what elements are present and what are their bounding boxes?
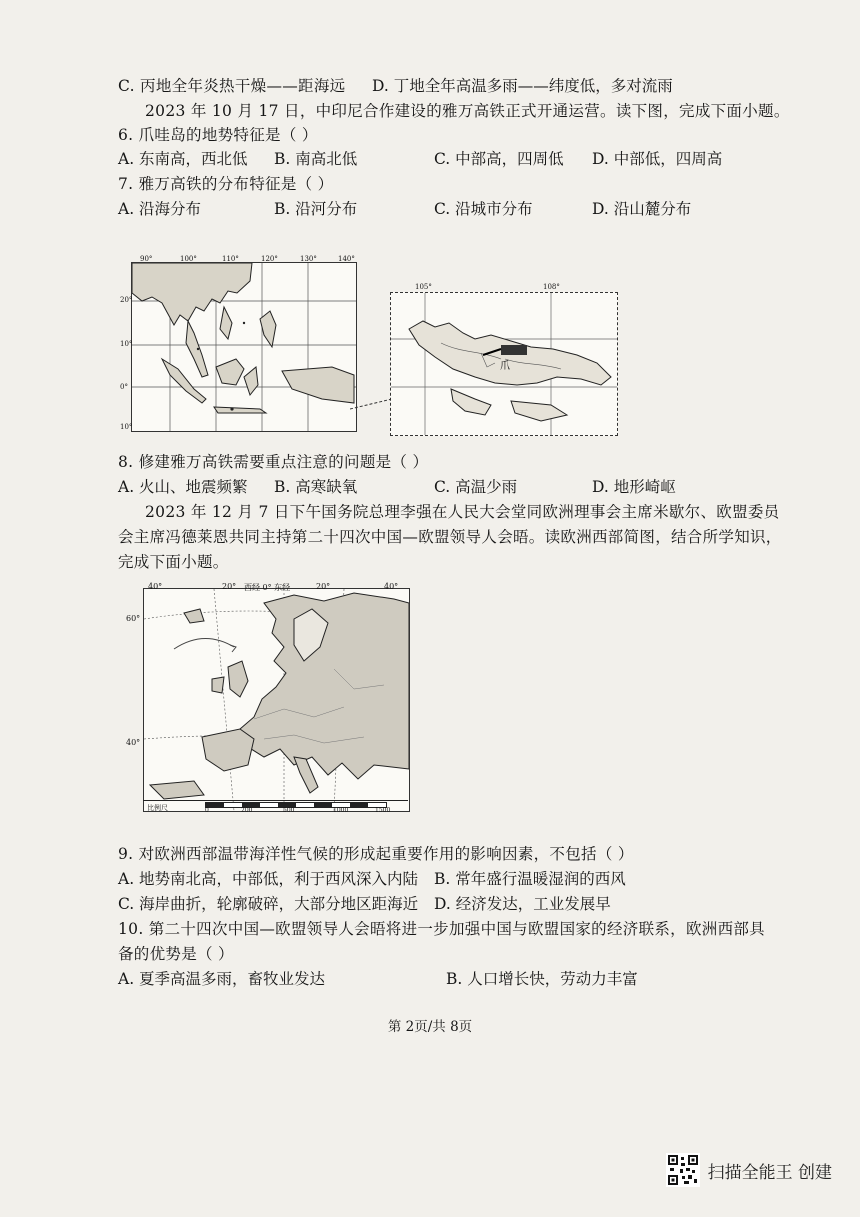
scanner-watermark <box>666 1153 832 1187</box>
q6-option-a: A. 东南高，西北低 <box>118 150 248 168</box>
question-7: 7. 雅万高铁的分布特征是（ ） <box>118 175 334 193</box>
q9-option-b: B. 常年盛行温暖湿润的西风 <box>434 870 626 888</box>
option-line-c: C. 丙地全年炎热干燥——距海远 <box>118 77 346 95</box>
map3-lat-label: 40° <box>126 738 141 747</box>
q7-option-a: A. 沿海分布 <box>118 200 202 218</box>
q8-option-b: B. 高寒缺氧 <box>274 478 358 496</box>
intro-text-2-end: 完成下面小题。 <box>118 553 229 571</box>
map1-lon-label: 120° <box>261 255 278 263</box>
q6-option-b: B. 南高北低 <box>274 150 358 168</box>
map1-lon-label: 140° <box>338 255 355 263</box>
western-europe-map <box>143 588 410 812</box>
q9-option-d: D. 经济发达，工业发展早 <box>434 895 611 913</box>
scale-tick: 500 <box>283 807 295 814</box>
scale-label: 比例尺 <box>147 804 168 812</box>
map1-lat-label: 10° <box>120 340 133 348</box>
scale-tick: 0 <box>205 807 209 814</box>
question-10-cont: 备的优势是（ ） <box>118 945 234 963</box>
q10-option-b: B. 人口增长快，劳动力丰富 <box>446 970 638 988</box>
map3-lon-label: 40° <box>384 582 399 591</box>
qr-code-icon <box>666 1153 700 1187</box>
q7-option-d: D. 沿山麓分布 <box>592 200 692 218</box>
southeast-asia-map <box>131 262 357 432</box>
q7-option-c: C. 沿城市分布 <box>434 200 533 218</box>
map1-lon-label: 100° <box>180 255 197 263</box>
intro-text-2: 2023 年 12 月 7 日下午国务院总理李强在人民大会堂同欧洲理事会主席米歇尔、欧盟委员 <box>145 503 780 521</box>
map3-lon-label: 20° <box>316 582 331 591</box>
question-9: 9. 对欧洲西部温带海洋性气候的形成起重要作用的影响因素，不包括（ ） <box>118 845 634 863</box>
q6-option-d: D. 中部低，四周高 <box>592 150 723 168</box>
map2-lon-label: 105° <box>415 283 432 291</box>
map1-lon-label: 110° <box>222 255 239 263</box>
intro-text-2-cont: 会主席冯德莱恩共同主持第二十四次中国—欧盟领导人会晤。读欧洲西部简图，结合所学知识， <box>118 528 782 546</box>
scale-tick: 200 <box>241 807 253 814</box>
map-connector-line <box>350 395 392 415</box>
q10-option-a: A. 夏季高温多雨，畜牧业发达 <box>118 970 326 988</box>
intro-text-1: 2023 年 10 月 17 日，中印尼合作建设的雅万高铁正式开通运营。读下图，完成下面小题。 <box>145 102 790 120</box>
map1-lat-label: 10° <box>120 423 133 431</box>
map1-lon-label: 90° <box>140 255 153 263</box>
map3-lon-label: 西经 0° 东经 <box>244 583 291 592</box>
question-10: 10. 第二十四次中国—欧盟领导人会晤将进一步加强中国与欧盟国家的经济联系，欧洲西部具 <box>118 920 765 938</box>
map3-lat-label: 60° <box>126 614 141 623</box>
scale-ruler <box>205 802 387 808</box>
map1-lon-label: 130° <box>300 255 317 263</box>
q8-option-a: A. 火山、地震频繁 <box>118 478 248 496</box>
scale-tick: 1500 <box>375 807 391 814</box>
map2-lon-label: 108° <box>543 283 560 291</box>
q9-option-c: C. 海岸曲折，轮廓破碎，大部分地区距海近 <box>118 895 419 913</box>
q8-option-d: D. 地形崎岖 <box>592 478 676 496</box>
q6-option-c: C. 中部高，四周低 <box>434 150 564 168</box>
map1-lat-label: 20° <box>120 296 133 304</box>
question-6: 6. 爪哇岛的地势特征是（ ） <box>118 126 318 144</box>
option-line-d: D. 丁地全年高温多雨——纬度低，多对流雨 <box>372 77 673 95</box>
q8-option-c: C. 高温少雨 <box>434 478 518 496</box>
map3-lon-label: 20° <box>222 582 237 591</box>
question-8: 8. 修建雅万高铁需要重点注意的问题是（ ） <box>118 453 429 471</box>
scale-tick: 1000 <box>333 807 349 814</box>
java-island-label: 爪 <box>500 361 510 372</box>
map1-lat-label: 0° <box>120 383 128 391</box>
map-scale-bar <box>143 800 408 815</box>
page-number: 第 2页/共 8页 <box>387 1019 473 1035</box>
scanner-watermark-text: 扫描全能王 创建 <box>707 1162 832 1183</box>
map3-lon-label: 40° <box>148 582 163 591</box>
q9-option-a: A. 地势南北高，中部低，利于西风深入内陆 <box>118 870 419 888</box>
q7-option-b: B. 沿河分布 <box>274 200 358 218</box>
